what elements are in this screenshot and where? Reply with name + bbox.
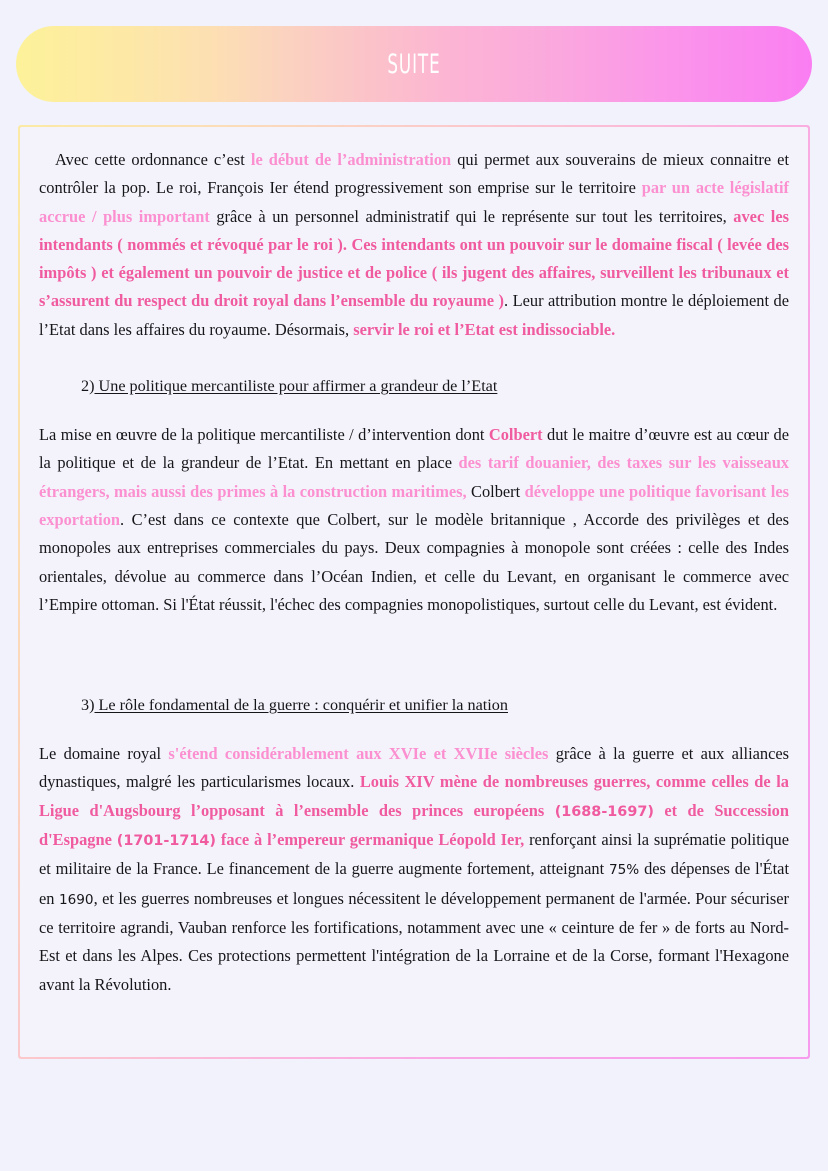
p3-seg-11: des dépenses de l'État en [39, 859, 790, 908]
p3-highlight-domaine-royal: s'étend considérablement aux XVIe et XVIIe siècles [168, 744, 549, 764]
p1-seg-1: Avec cette ordonnance c’est [55, 150, 251, 169]
p1-highlight-acte-legislatif: par un acte législatif accrue / plus important [39, 178, 789, 226]
p3-year-1690: 1690 [58, 891, 94, 908]
section-heading-3 [39, 692, 789, 718]
p3-stat-percentage: 75% [609, 862, 640, 879]
p1-highlight-debut-administration: le début de l’administration [250, 150, 452, 169]
p3-seg-3: grâce à la guerre et aux alliances dynastiques, malgré les particularismes locaux. [39, 744, 790, 792]
p3-date-augsbourg: (1688-1697) [554, 803, 654, 820]
p2-highlight-tarif-douanier: des tarif douanier, des taxes sur les vaisseaux étrangers, mais aussi des primes à la construction maritimes, [39, 453, 789, 501]
section-heading-2-label: Une politique mercantiliste pour affirmer a grandeur de l’Etat [94, 377, 498, 396]
p2-seg-5: Colbert [466, 481, 525, 501]
p2-seg-3: dut le maitre d’œuvre est au cœur de la politique et de la grandeur de l’Etat. En mettant en place [39, 425, 789, 473]
p3-date-espagne: (1701-1714) [116, 833, 217, 850]
spacer [39, 619, 789, 663]
paragraph-2 [39, 421, 789, 619]
section-heading-2 [39, 373, 789, 399]
p2-seg-7: . C’est dans ce contexte que Colbert, sur le modèle britannique , Accorde des privilèges et des monopoles aux entreprises commerciales du pays. Deux compagnies à monopole sont créées : celle des Indes orientales, dévolue au commerce dans l’Océan Indien, et celle du Levant, en organisant le commerce avec l’Empire ottoman. Si l'État réussit, l'échec des compagnies monopolistiques, surtout celle du Levant, est évident. [39, 509, 789, 614]
spacer [39, 718, 789, 740]
p2-seg-1: La mise en œuvre de la politique mercantiliste / d’intervention dont [39, 425, 489, 445]
p3-seg-13: , et les guerres nombreuses et longues nécessitent le développement permanent de l'armée. Pour sécuriser ce territoire agrandi, Vauban renforce les fortifications, notamment avec une « ceinture de fer » de forts au Nord-Est et dans les Alpes. Ces protections permettent l'intégration de la Lorraine et de la Corse, formant l'Hexagone avant la Révolution. [39, 888, 789, 994]
p3-seg-9: renforçant ainsi la suprématie politique et militaire de la France. Le financement de la guerre augmente fortement, atteignant [39, 830, 789, 879]
p3-seg-6: et de Succession d'Espagne [39, 800, 789, 850]
p2-highlight-politique-exportation: développe une politique favorisant les exportation [39, 481, 789, 529]
section-heading-2-number: 2) [81, 377, 95, 396]
section-heading-3-number: 3) [81, 696, 95, 715]
p2-highlight-colbert: Colbert [488, 425, 543, 445]
title-banner [16, 26, 812, 102]
p3-highlight-louis-xiv: Louis XIV mène de nombreuses guerres, comme celles de la Ligue d'Augsbourg l’opposant à l’ensemble des princes européens [39, 772, 789, 820]
note-card-border [18, 125, 810, 1059]
p1-seg-3: qui permet aux souverains de mieux connaitre et contrôler la pop. Le roi, François Ier étend progressivement son emprise sur le territoire [39, 150, 789, 198]
p1-highlight-servir-le-roi: servir le roi et l’Etat est indissociable. [353, 319, 616, 339]
note-card-body [20, 127, 808, 1057]
p1-highlight-intendants: avec les intendants ( nommés et révoqué par le roi ). Ces intendants ont un pouvoir sur le domaine fiscal ( levée des impôts ) et également un pouvoir de justice et de police ( ils jugent des affaires, surveillent les tribunaux et s’assurent du respect du droit royal dans l’ensemble du royaume ) [39, 206, 789, 311]
p1-seg-7: . Leur attribution montre le déploiement de l’Etat dans les affaires du royaume. Désormais, [39, 291, 790, 339]
p1-seg-5: grâce à un personnel administratif qui le représente sur tout les territoires, [209, 206, 734, 226]
banner-container [0, 0, 828, 102]
paragraph-1 [39, 146, 789, 344]
paragraph-3 [39, 740, 789, 999]
p3-seg-1: Le domaine royal [39, 744, 169, 764]
section-heading-3-label: Le rôle fondamental de la guerre : conquérir et unifier la nation [94, 696, 508, 715]
p3-seg-8: face à l’empereur germanique Léopold Ier, [216, 830, 525, 850]
spacer [39, 399, 789, 421]
note-card-container [0, 102, 828, 1059]
page-title: SUITE [387, 48, 441, 80]
